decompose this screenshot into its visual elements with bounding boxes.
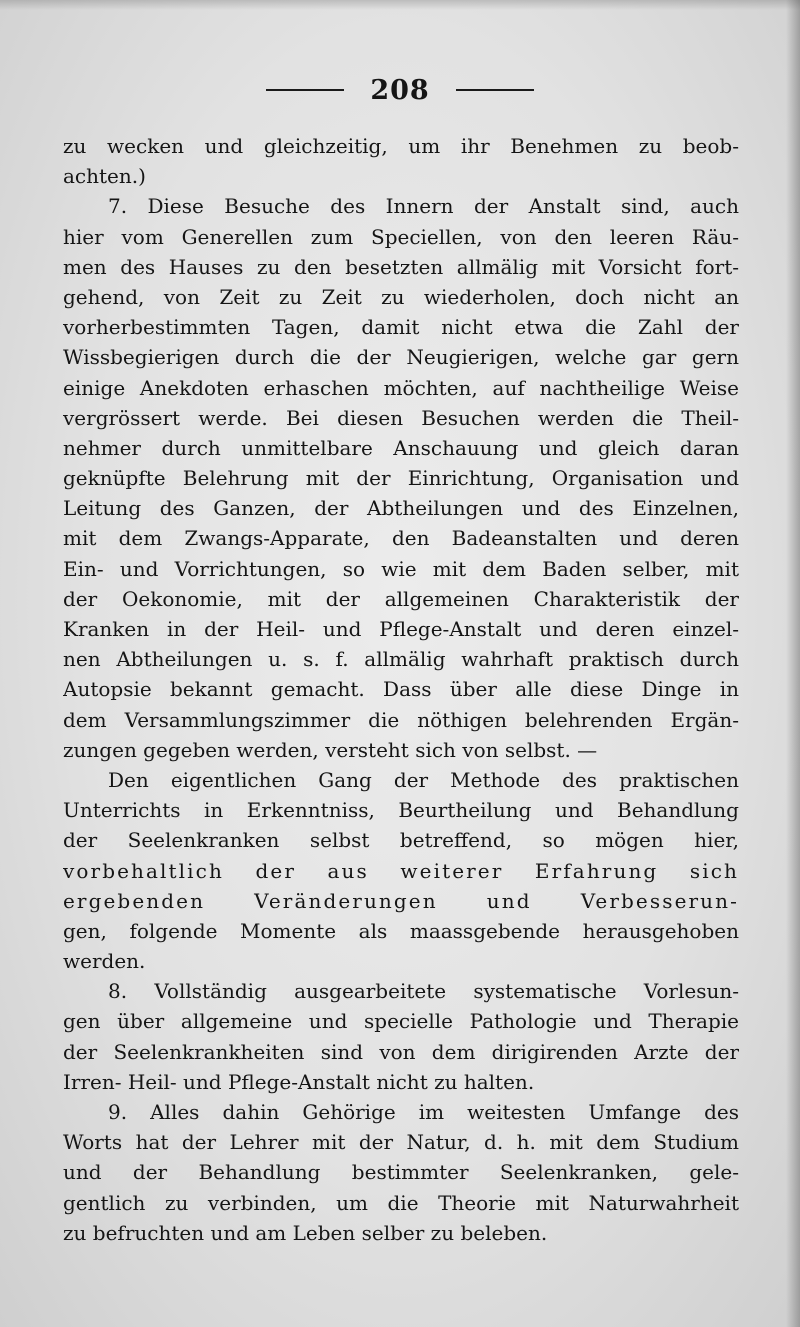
text-line: ergebenden Veränderungen und Verbesserun-	[63, 888, 739, 913]
text-line: einige Anekdoten erhaschen möchten, auf nachtheilige Weise	[63, 375, 739, 400]
text-line: 7. Diese Besuche des Innern der Anstalt sind, auch	[108, 194, 739, 219]
text-line: 9. Alles dahin Gehörige im weitesten Umfange des	[108, 1100, 739, 1124]
text-line: nehmer durch unmittelbare Anschauung und gleich daran	[63, 435, 739, 460]
text-line: Autopsie bekannt gemacht. Dass über alle diese Dinge in	[63, 677, 739, 702]
text-line: gen über allgemeine und specielle Pathologie und Therapie	[63, 1009, 739, 1034]
text-line: nen Abtheilungen u. s. f. allmälig wahrhaft praktisch durch	[63, 647, 739, 672]
text-line: Den eigentlichen Gang der Methode des praktischen	[108, 767, 739, 792]
text-line: hier vom Generellen zum Speciellen, von den leeren Räu-	[63, 224, 739, 249]
page-top-shadow	[0, 0, 800, 10]
text-line: vergrössert werde. Bei diesen Besuchen werden die Theil-	[63, 405, 739, 430]
text-line: vorherbestimmten Tagen, damit nicht etwa die Zahl der	[63, 315, 739, 340]
header-rule-left	[266, 89, 344, 91]
text-line: zu befruchten und am Leben selber zu beleben.	[63, 1220, 548, 1245]
text-line: dem Versammlungszimmer die nöthigen belehrenden Ergän-	[63, 707, 739, 732]
text-line: mit dem Zwangs-Apparate, den Badeanstalten und deren	[63, 526, 739, 551]
text-line: vorbehaltlich der aus weiterer Erfahrung sich	[63, 858, 739, 883]
text-line: werden.	[63, 949, 146, 974]
text-line: Leitung des Ganzen, der Abtheilungen und des Einzelnen,	[63, 496, 739, 521]
text-line: zu wecken und gleichzeitig, um ihr Benehmen zu beob-	[63, 134, 739, 158]
text-line: zungen gegeben werden, versteht sich von selbst. —	[63, 737, 598, 762]
text-line: Worts hat der Lehrer mit der Natur, d. h. mit dem Studium	[63, 1130, 739, 1155]
text-line: 8. Vollständig ausgearbeitete systematische Vorlesun-	[108, 979, 739, 1004]
body-text	[63, 131, 739, 1248]
text-line: geknüpfte Belehrung mit der Einrichtung, Organisation und	[63, 466, 739, 491]
text-line: der Seelenkranken selbst betreffend, so mögen hier,	[63, 828, 739, 853]
page-edge-shadow	[786, 0, 800, 1327]
text-line: gen, folgende Momente als maassgebende herausgehoben	[63, 918, 739, 943]
text-line: und der Behandlung bestimmter Seelenkranken, gele-	[63, 1160, 739, 1185]
text-line: Ein- und Vorrichtungen, so wie mit dem Baden selber, mit	[63, 556, 739, 581]
page-header	[0, 70, 800, 110]
header-rule-right	[456, 89, 534, 91]
text-line: Unterrichts in Erkenntniss, Beurtheilung und Behandlung	[63, 798, 739, 823]
text-line: gentlich zu verbinden, um die Theorie mit Naturwahrheit	[63, 1190, 739, 1215]
text-line: men des Hauses zu den besetzten allmälig mit Vorsicht fort-	[63, 254, 739, 279]
text-line: der Oekonomie, mit der allgemeinen Charakteristik der	[63, 586, 739, 611]
text-line: Irren- Heil- und Pflege-Anstalt nicht zu halten.	[63, 1069, 535, 1094]
text-line: Kranken in der Heil- und Pflege-Anstalt und deren einzel-	[63, 617, 739, 641]
page-number: 208	[370, 74, 430, 106]
text-line: gehend, von Zeit zu Zeit zu wiederholen, doch nicht an	[63, 284, 739, 309]
text-line: der Seelenkrankheiten sind von dem dirigirenden Arzte der	[63, 1039, 739, 1064]
text-line: achten.)	[63, 164, 146, 189]
text-line: Wissbegierigen durch die der Neugierigen, welche gar gern	[63, 345, 739, 370]
